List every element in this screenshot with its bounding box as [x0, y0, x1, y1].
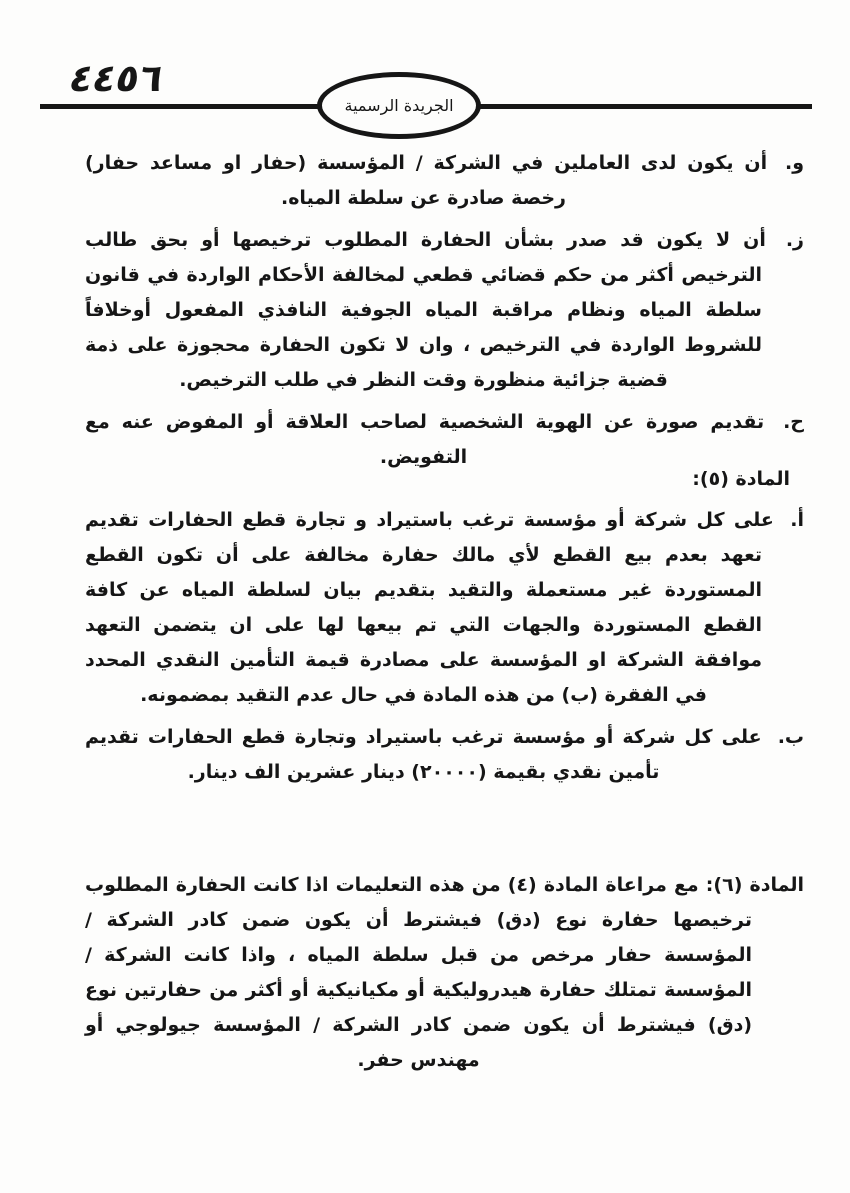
clause-zay-marker: ز.: [785, 229, 804, 251]
article6-heading: المادة (٦):: [705, 874, 804, 896]
article6-paragraph: [85, 868, 804, 1078]
clause-hah-text: تقديم صورة عن الهوية الشخصية لصاحب العلاقة أو المفوض عنه مع التفويض.: [85, 411, 765, 468]
article6-text: مع مراعاة المادة (٤) من هذه التعليمات اذا كانت الحفارة المطلوب ترخيصها حفارة نوع (دق) فيشترط أن يكون ضمن كادر الشركة / المؤسسة حفار مرخص من قبل سلطة المياه ، واذا كانت الشركة / المؤسسة تمتلك حفارة هيدروليكية أو مكيانيكية أو أكثر من حفارتين نوع (دق) فيشترط أن يكون ضمن كادر الشركة / المؤسسة جيولوجي أو مهندس حفر.: [85, 874, 752, 1071]
article5-item-ba-text: على كل شركة أو مؤسسة ترغب باستيراد وتجارة قطع الحفارات تقديم تأمين نقدي بقيمة (٢٠٠٠٠) دينار عشرين الف دينار.: [85, 726, 762, 783]
article6-section: [85, 868, 804, 1078]
article5-item-alef: [85, 503, 804, 713]
page-number: ٤٤٥٦: [65, 56, 168, 100]
clause-zay: [85, 223, 804, 398]
gazette-title: الجريدة الرسمية: [344, 96, 454, 115]
article5-item-alef-text: على كل شركة أو مؤسسة ترغب باستيراد و تجارة قطع الحفارات تقديم تعهد بعدم بيع القطع لأي مالك حفارة مخالفة على أن تكون القطع المستوردة غير مستعملة والتقيد بتقديم بيان لسلطة المياه عن كافة القطع المستوردة والجهات التي تم بيعها لها على ان يتضمن التعهد موافقة الشركة او المؤسسة على مصادرة قيمة التأمين النقدي المحدد في الفقرة (ب) من هذه المادة في حال عدم التقيد بمضمونه.: [85, 509, 774, 706]
clause-zay-text: أن لا يكون قد صدر بشأن الحفارة المطلوب ترخيصها أو بحق طالب الترخيص أكثر من حكم قضائي قطعي لمخالفة الأحكام الواردة في قانون سلطة المياه ونظام مراقبة المياه الجوفية النافذي المفعول أوخلافاً للشروط الواردة في الترخيص ، وان لا تكون الحفارة محجوزة على ذمة قضية جزائية منظورة وقت النظر في طلب الترخيص.: [85, 229, 766, 391]
article5-item-alef-marker: أ.: [790, 509, 804, 531]
article5-item-ba-marker: ب.: [777, 726, 804, 748]
clause-waw-text: أن يكون لدى العاملين في الشركة / المؤسسة (حفار او مساعد حفار) رخصة صادرة عن سلطة المياه.: [85, 152, 768, 209]
clause-waw: [85, 146, 804, 216]
article5-section: [85, 462, 804, 797]
top-clauses-section: [85, 146, 804, 482]
clause-hah-marker: ح.: [783, 411, 804, 433]
article5-item-ba: [85, 720, 804, 790]
clause-waw-marker: و.: [784, 152, 805, 174]
gazette-title-seal: [317, 72, 481, 139]
article5-heading: المادة (٥):: [692, 468, 790, 490]
